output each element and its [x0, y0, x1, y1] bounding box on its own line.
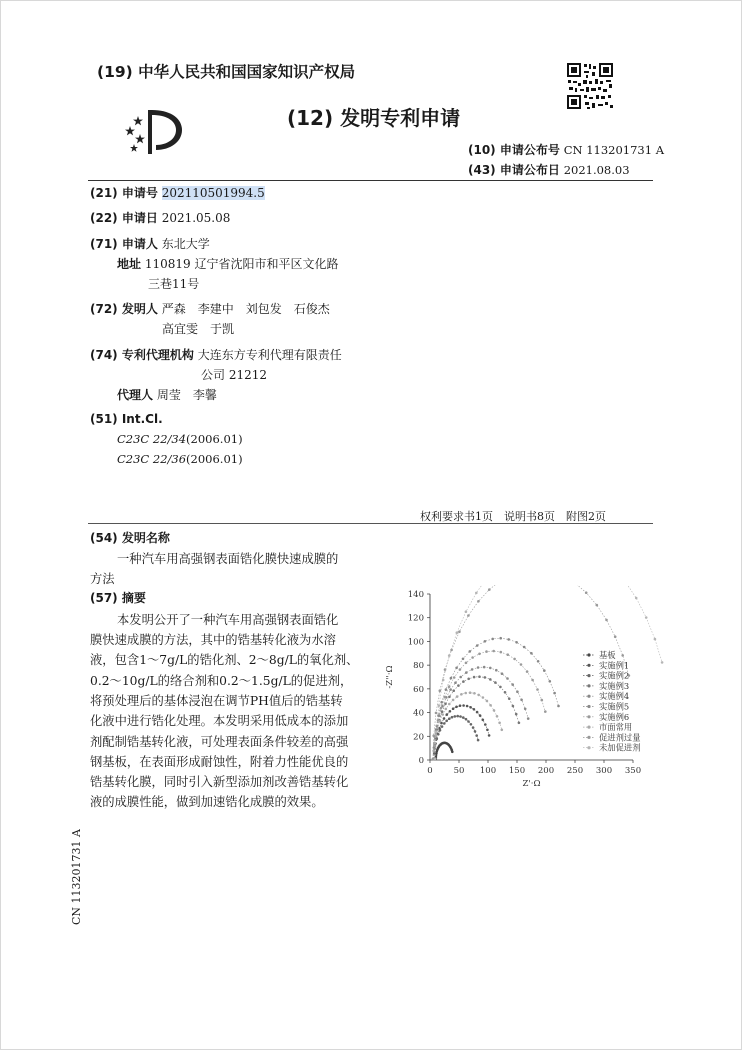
legend-label: 实施例3: [599, 680, 630, 691]
data-point: [485, 650, 488, 653]
data-point: [488, 588, 491, 591]
data-point: [515, 641, 518, 644]
data-point: [452, 689, 455, 692]
data-point: [448, 703, 451, 706]
data-point: [437, 733, 440, 736]
data-point: [440, 707, 443, 710]
data-point: [467, 678, 470, 681]
publication-number-row: [468, 141, 664, 158]
data-point: [506, 677, 509, 680]
legend-label: 实施例6: [599, 711, 630, 722]
agency-line1: 大连东方专利代理有限责任: [197, 348, 342, 362]
inventor-row: [90, 300, 330, 317]
impedance-chart: [378, 585, 668, 790]
data-point: [661, 661, 664, 664]
y-tick-label: 40: [413, 708, 424, 719]
data-point: [645, 616, 648, 619]
data-point: [439, 729, 442, 732]
data-point: [441, 725, 444, 728]
data-point: [498, 722, 501, 725]
data-point: [495, 669, 498, 672]
y-tick-label: 80: [413, 661, 424, 672]
y-axis-title: -Z''·Ω: [385, 665, 395, 689]
series-line: [434, 638, 558, 759]
legend-label: 促进剂过量: [599, 732, 641, 743]
data-point: [441, 713, 444, 716]
data-point: [473, 692, 476, 695]
section-rule: [88, 523, 653, 524]
data-point: [475, 734, 478, 737]
data-point: [442, 679, 445, 682]
data-point: [465, 671, 468, 674]
cnipa-logo-icon: [122, 104, 184, 156]
data-point: [489, 667, 492, 670]
data-point: [479, 714, 482, 717]
app-no-value[interactable]: 202110501994.5: [161, 186, 265, 200]
agency-row: [90, 346, 342, 363]
data-point: [459, 704, 462, 707]
data-point: [473, 676, 476, 679]
data-point: [454, 681, 457, 684]
data-point: [438, 714, 441, 717]
data-point: [467, 720, 470, 723]
data-point: [531, 679, 534, 682]
abstract-section-label: [90, 589, 146, 606]
abstract-line: 化液中进行锆化处理。本发明采用低成本的添加: [90, 714, 349, 728]
abstract-line: 液，包含1～7g/L的锆化剂、2～8g/L的氧化剂、: [90, 653, 359, 667]
data-point: [486, 729, 489, 732]
data-point: [493, 709, 496, 712]
y-tick-label: 60: [413, 684, 424, 695]
data-point: [507, 653, 510, 656]
y-tick-label: 0: [418, 756, 424, 766]
side-publication-number: CN 113201731 A: [70, 829, 83, 925]
data-point: [492, 650, 495, 653]
legend-label: 市面常用: [599, 722, 633, 733]
data-point: [440, 722, 443, 725]
x-tick-label: 250: [566, 766, 584, 776]
x-tick-label: 150: [508, 766, 526, 776]
data-point: [488, 734, 491, 737]
application-number-row: [90, 184, 265, 201]
x-tick-label: 200: [537, 766, 555, 776]
data-point: [482, 719, 485, 722]
data-point: [448, 654, 451, 657]
data-point: [448, 717, 451, 720]
legend-marker: [587, 664, 590, 667]
data-point: [544, 710, 547, 713]
data-point: [455, 706, 458, 709]
ipc-entry: [117, 432, 243, 446]
data-point: [451, 716, 454, 719]
data-point: [448, 696, 451, 699]
x-tick-label: 50: [453, 766, 465, 776]
data-point: [459, 676, 462, 679]
data-point: [501, 672, 504, 675]
data-point: [482, 696, 485, 699]
data-point: [527, 717, 530, 720]
app-no-label: (21) 申请号: [90, 186, 158, 200]
abstract-label: (57) 摘要: [90, 591, 146, 605]
data-point: [474, 730, 477, 733]
legend-label: 实施例1: [599, 660, 630, 671]
int-cl-label: (51) Int.Cl.: [90, 412, 163, 426]
pub-no-label: (10) 申请公布号: [468, 143, 560, 157]
data-point: [443, 696, 446, 699]
data-point: [458, 630, 461, 633]
x-tick-label: 100: [479, 766, 497, 776]
legend-label: 实施例4: [599, 691, 630, 702]
data-point: [446, 713, 449, 716]
data-point: [443, 717, 446, 720]
legend-marker: [587, 726, 590, 729]
data-point: [465, 718, 468, 721]
pub-no-value: CN 113201731 A: [563, 143, 665, 157]
legend-label: 实施例5: [599, 701, 630, 712]
document-type-title: (12) 发明专利申请: [287, 106, 461, 130]
app-date-value: 2021.05.08: [161, 211, 231, 225]
data-point: [439, 689, 442, 692]
data-point: [438, 704, 441, 707]
ipc-year: (2006.01): [186, 432, 243, 446]
agency-label: (74) 专利代理机构: [90, 348, 194, 362]
data-point: [477, 694, 480, 697]
data-point: [432, 750, 435, 753]
data-point: [444, 703, 447, 706]
data-point: [524, 708, 527, 711]
data-point: [484, 676, 487, 679]
data-point: [477, 666, 480, 669]
ipc-entry: [117, 452, 243, 466]
x-tick-label: 0: [427, 766, 433, 776]
data-point: [455, 667, 458, 670]
application-date-row: [90, 209, 230, 226]
data-point: [456, 715, 459, 718]
abstract-line: 液的成膜性能，做到加速锆化成膜的效果。: [90, 795, 324, 809]
data-point: [476, 711, 479, 714]
inventor-line1: 严森 李建中 刘包发 石俊杰: [161, 302, 330, 316]
y-tick-label: 100: [407, 637, 424, 648]
data-point: [504, 691, 507, 694]
data-point: [499, 637, 502, 640]
data-point: [526, 670, 529, 673]
applicant-label: (71) 申请人: [90, 237, 158, 251]
data-point: [635, 597, 638, 600]
legend-label: 未加促进剂: [599, 742, 641, 753]
data-point: [496, 715, 499, 718]
data-point: [654, 638, 657, 641]
data-point: [596, 604, 599, 607]
data-point: [456, 695, 459, 698]
abstract-line: 本发明公开了一种汽车用高强钢表面锆化: [117, 613, 339, 627]
data-point: [465, 662, 468, 665]
data-point: [454, 715, 457, 718]
data-point: [450, 677, 453, 680]
legend-marker: [587, 705, 590, 708]
data-point: [453, 676, 456, 679]
series-6: [432, 666, 529, 760]
int-cl-row: [90, 412, 163, 426]
data-point: [471, 668, 474, 671]
agency-line2: 公司 21212: [201, 368, 267, 382]
x-tick-label: 350: [624, 766, 642, 776]
data-point: [536, 688, 539, 691]
address-row: [117, 255, 338, 272]
data-point: [494, 681, 497, 684]
data-point: [511, 683, 514, 686]
agent-row: [117, 386, 217, 403]
abstract-line: 剂配制锆基转化液，可处理表面条件较差的高强: [90, 735, 349, 749]
data-point: [448, 685, 451, 688]
agency-line2-row: [201, 366, 267, 383]
ipc-year: (2006.01): [186, 452, 243, 466]
publication-date-row: [468, 161, 630, 178]
y-tick-label: 140: [407, 590, 424, 600]
data-point: [459, 668, 462, 671]
legend-marker: [587, 695, 590, 698]
data-point: [530, 652, 533, 655]
app-date-label: (22) 申请日: [90, 211, 158, 225]
series-1: [435, 742, 454, 761]
data-point: [462, 704, 465, 707]
address-label: 地址: [117, 257, 142, 271]
data-point: [489, 678, 492, 681]
data-point: [445, 688, 448, 691]
ipc-code: C23C 22/34: [117, 432, 187, 446]
abstract-line: 膜快速成膜的方法，其中的锆基转化液为水溶: [90, 633, 336, 647]
abstract-line: 将预处理后的基体浸泡在调节PH值后的锆基转: [90, 694, 343, 708]
address-line1: 110819 辽宁省沈阳市和平区文化路: [144, 257, 339, 271]
data-point: [516, 690, 519, 693]
data-point: [513, 658, 516, 661]
data-point: [473, 708, 476, 711]
data-point: [435, 731, 438, 734]
data-point: [451, 751, 454, 754]
data-point: [484, 640, 487, 643]
data-point: [449, 710, 452, 713]
y-tick-label: 20: [413, 732, 424, 743]
data-point: [478, 653, 481, 656]
data-point: [489, 704, 492, 707]
data-point: [465, 610, 468, 613]
data-point: [439, 720, 442, 723]
data-point: [491, 638, 494, 641]
data-point: [605, 619, 608, 622]
data-point: [478, 675, 481, 678]
title-section-label: [90, 529, 170, 546]
qr-code-icon: [566, 62, 614, 110]
data-point: [512, 705, 515, 708]
data-point: [472, 726, 475, 729]
abstract-line: 钢基板，在表面形成耐蚀性，附着力性能优良的: [90, 755, 349, 769]
pub-date-label: (43) 申请公布日: [468, 163, 560, 177]
data-point: [500, 651, 503, 654]
data-point: [557, 705, 560, 708]
applicant-row: [90, 235, 210, 252]
data-point: [486, 700, 489, 703]
data-point: [462, 658, 465, 661]
data-point: [449, 688, 452, 691]
data-point: [518, 722, 521, 725]
data-point: [621, 654, 624, 657]
invention-title-line1: 一种汽车用高强钢表面锆化膜快速成膜的: [117, 552, 339, 566]
header-rule: [88, 180, 653, 181]
data-point: [553, 692, 556, 695]
y-tick-label: 120: [407, 613, 424, 624]
data-point: [537, 660, 540, 663]
agent-label: 代理人: [117, 388, 154, 402]
data-point: [475, 592, 478, 595]
inventor-line2: 高宜雯 于凯: [162, 322, 235, 336]
data-point: [462, 716, 465, 719]
data-point: [432, 734, 435, 737]
data-point: [585, 591, 588, 594]
data-point: [452, 699, 455, 702]
x-axis-title: Z'·Ω: [522, 779, 541, 789]
data-point: [520, 663, 523, 666]
data-point: [457, 684, 460, 687]
legend-marker: [587, 684, 590, 687]
data-point: [541, 699, 544, 702]
data-point: [508, 697, 511, 700]
title-label: (54) 发明名称: [90, 531, 170, 545]
data-point: [476, 644, 479, 647]
data-point: [452, 707, 455, 710]
address-line2: 三巷11号: [148, 277, 200, 291]
data-point: [456, 631, 459, 634]
data-point: [469, 691, 472, 694]
data-point: [459, 715, 462, 718]
data-point: [469, 650, 472, 653]
data-point: [470, 723, 473, 726]
page-counts: 权利要求书1页 说明书8页 附图2页: [420, 510, 606, 523]
chart-legend: [583, 650, 641, 753]
data-point: [549, 680, 552, 683]
inventor-line2-row: [162, 320, 234, 337]
legend-marker: [587, 746, 590, 749]
data-point: [445, 720, 448, 723]
series-4: [433, 675, 520, 760]
data-point: [445, 708, 448, 711]
pub-date-value: 2021.08.03: [563, 163, 630, 177]
x-tick-label: 300: [595, 766, 613, 776]
data-point: [501, 729, 504, 732]
data-point: [434, 758, 437, 761]
data-point: [432, 758, 435, 761]
data-point: [477, 739, 480, 742]
data-point: [499, 686, 502, 689]
data-point: [466, 705, 469, 708]
data-point: [460, 693, 463, 696]
legend-marker: [587, 674, 590, 677]
abstract-line: 锆基转化膜，同时引入新型添加剂改善锆基转化: [90, 775, 349, 789]
data-point: [520, 699, 523, 702]
abstract-line: 0.2～10g/L的络合剂和0.2～1.5g/L的促进剂，: [90, 674, 353, 688]
data-point: [440, 701, 443, 704]
applicant-value: 东北大学: [161, 237, 210, 251]
data-point: [467, 614, 470, 617]
inventor-label: (72) 发明人: [90, 302, 158, 316]
data-point: [507, 638, 510, 641]
ipc-code: C23C 22/36: [117, 452, 187, 466]
data-point: [515, 713, 518, 716]
office-name: (19) 中华人民共和国国家知识产权局: [97, 63, 356, 81]
data-point: [477, 600, 480, 603]
agent-value: 周莹 李馨: [156, 388, 217, 402]
legend-marker: [587, 653, 590, 656]
data-point: [462, 680, 465, 683]
address-line2-row: [148, 275, 199, 292]
invention-title-line2: 方法: [90, 572, 115, 586]
data-point: [435, 712, 438, 715]
data-point: [484, 723, 487, 726]
data-point: [523, 646, 526, 649]
data-point: [469, 706, 472, 709]
series-5: [433, 637, 560, 760]
data-point: [614, 635, 617, 638]
data-point: [464, 692, 467, 695]
legend-label: 基板: [599, 650, 616, 660]
data-point: [483, 666, 486, 669]
legend-marker: [587, 715, 590, 718]
data-point: [471, 656, 474, 659]
legend-marker: [587, 736, 590, 739]
legend-label: 实施例2: [599, 670, 630, 681]
data-point: [543, 669, 546, 672]
data-point: [443, 722, 446, 725]
